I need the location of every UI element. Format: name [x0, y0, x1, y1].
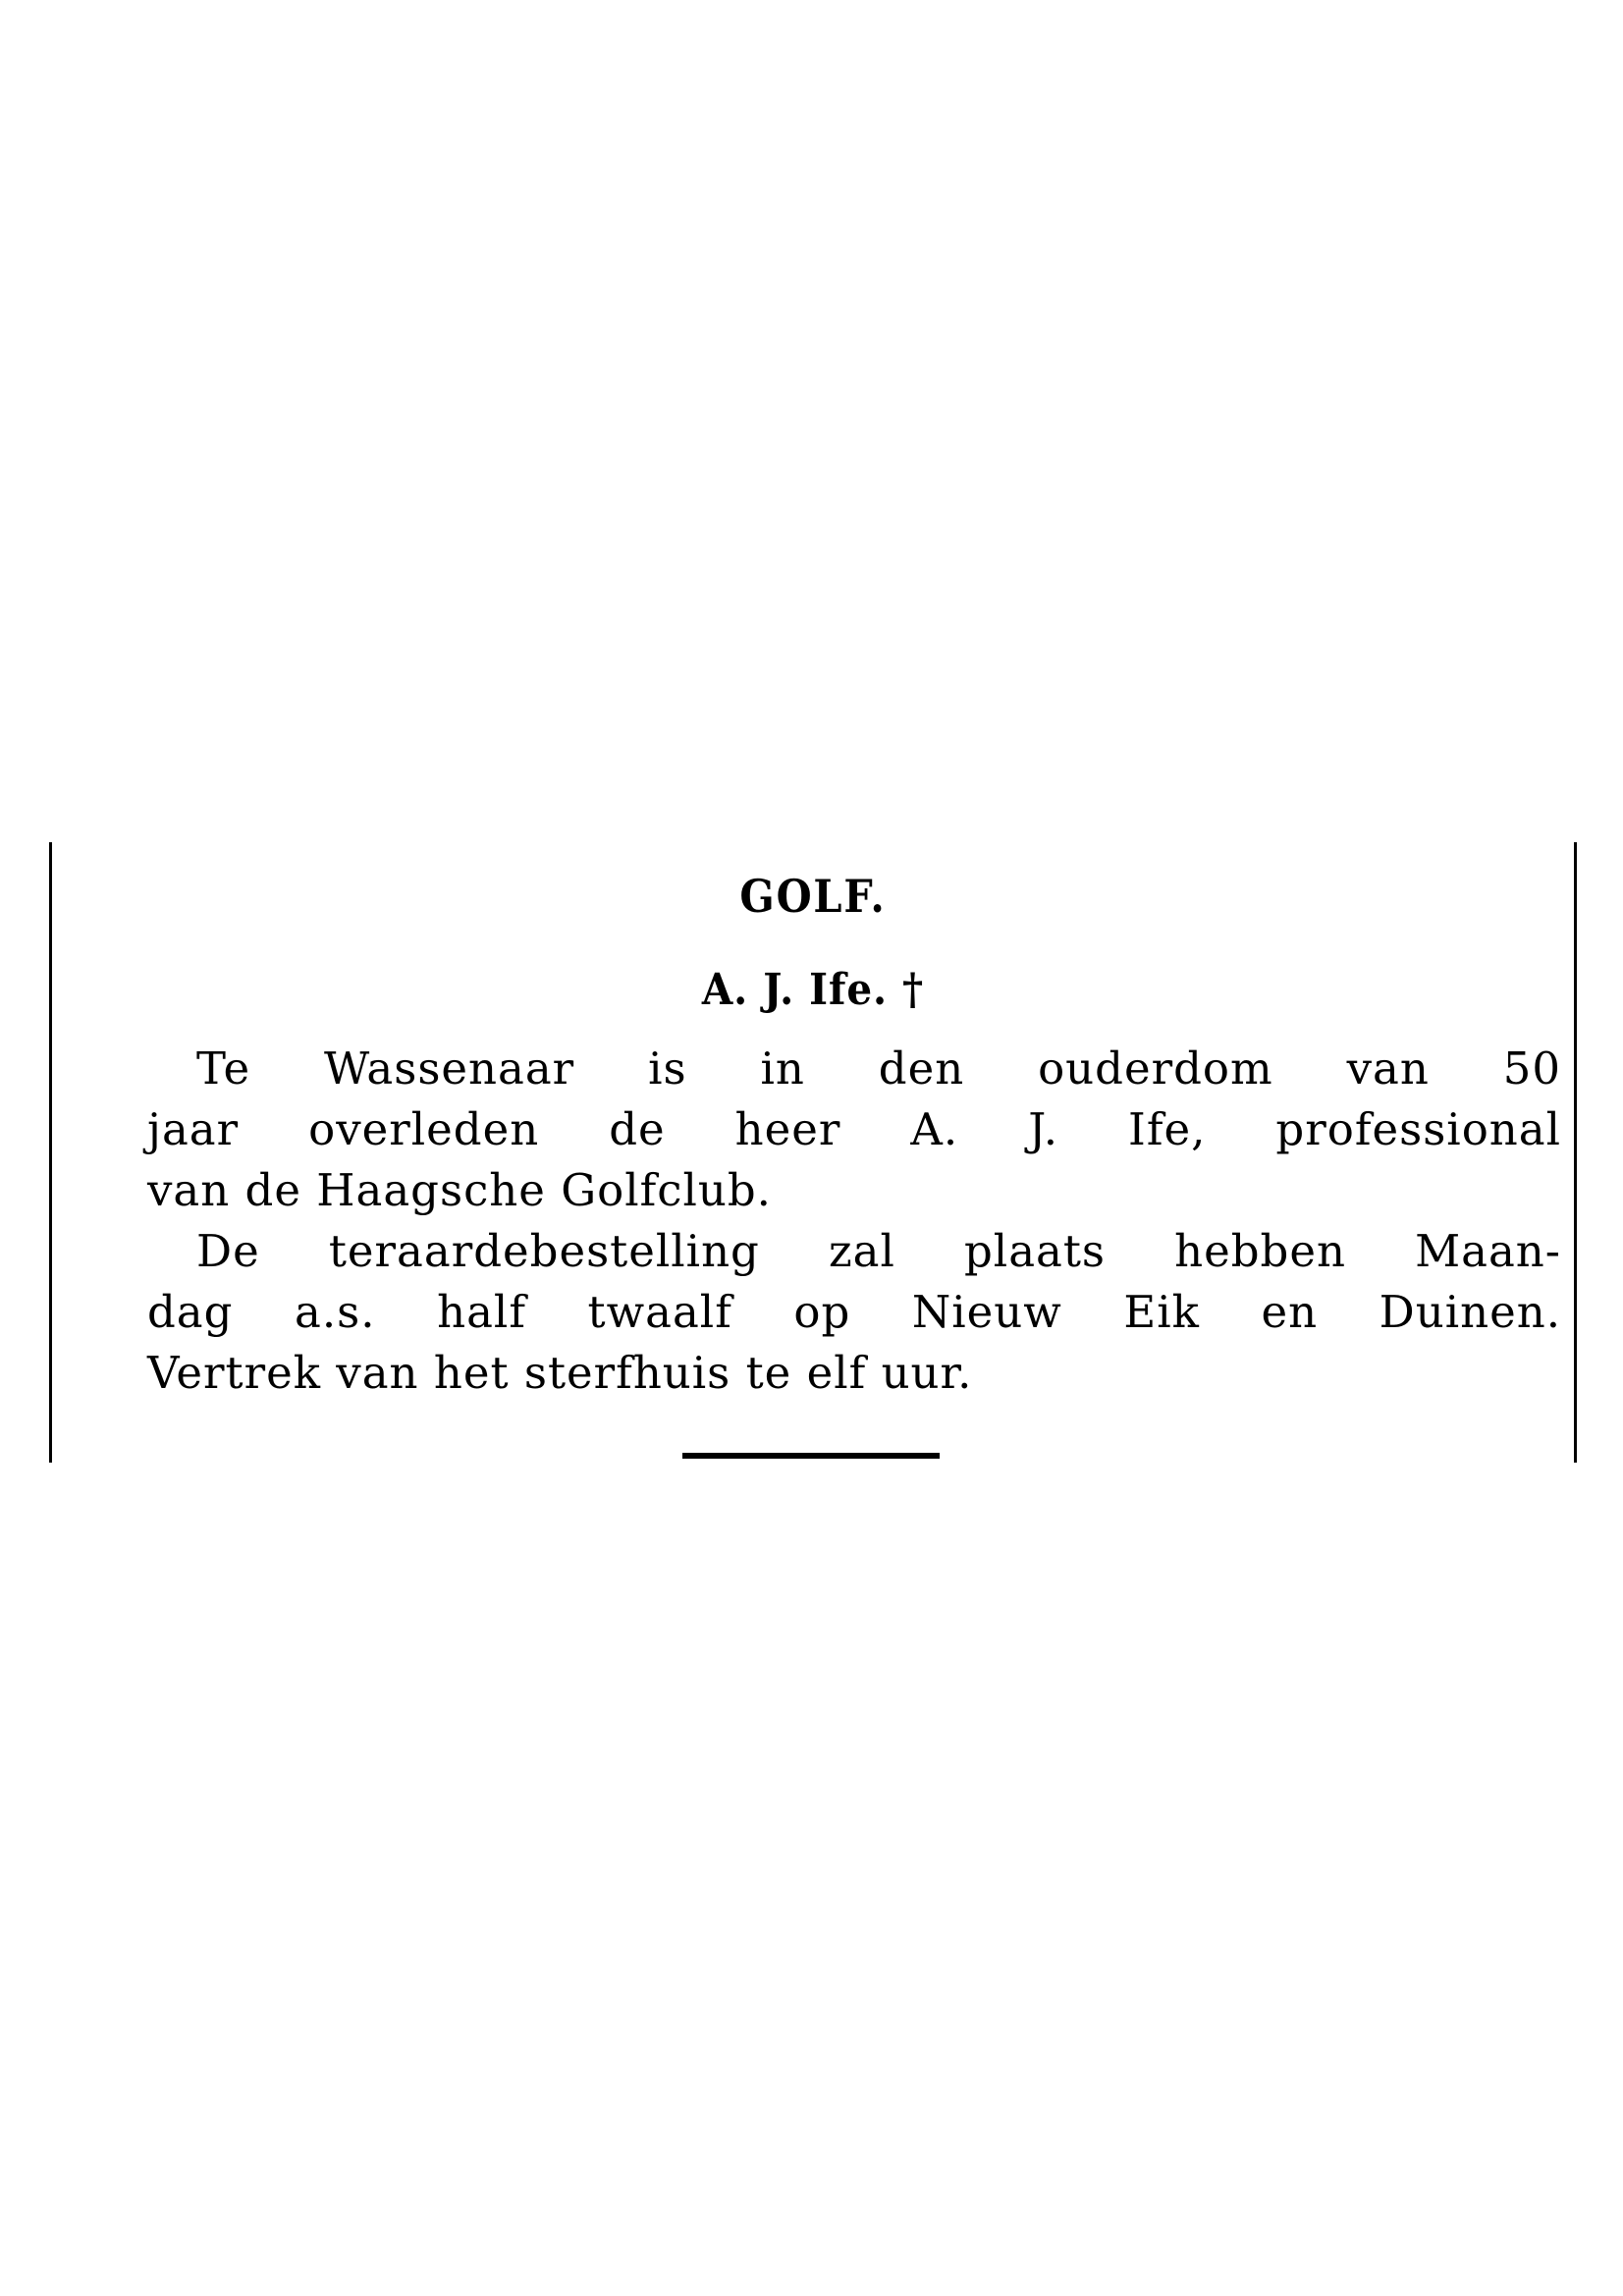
paragraph-1: [147, 1039, 1561, 1221]
paragraph-2: [147, 1221, 1561, 1404]
article-body: [147, 1039, 1561, 1404]
text-line: dag a.s. half twaalf op Nieuw Eik en Duinen.: [147, 1286, 1561, 1338]
text-line: De teraardebestelling zal plaats hebben Maan-: [196, 1225, 1561, 1277]
text-line: Vertrek van het sterfhuis te elf uur.: [147, 1347, 973, 1399]
end-rule: [682, 1453, 940, 1459]
text-line: Te Wassenaar is in den ouderdom van 50: [196, 1042, 1561, 1095]
newspaper-clipping: [49, 842, 1577, 1463]
column-rule-left: [49, 842, 52, 1463]
text-line: van de Haagsche Golfclub.: [147, 1164, 772, 1216]
section-heading: GOLF.: [739, 870, 887, 923]
column-rule-right: [1574, 842, 1577, 1463]
text-line: jaar overleden de heer A. J. Ife, professional: [147, 1103, 1561, 1155]
article-title: A. J. Ife. †: [701, 965, 925, 1015]
